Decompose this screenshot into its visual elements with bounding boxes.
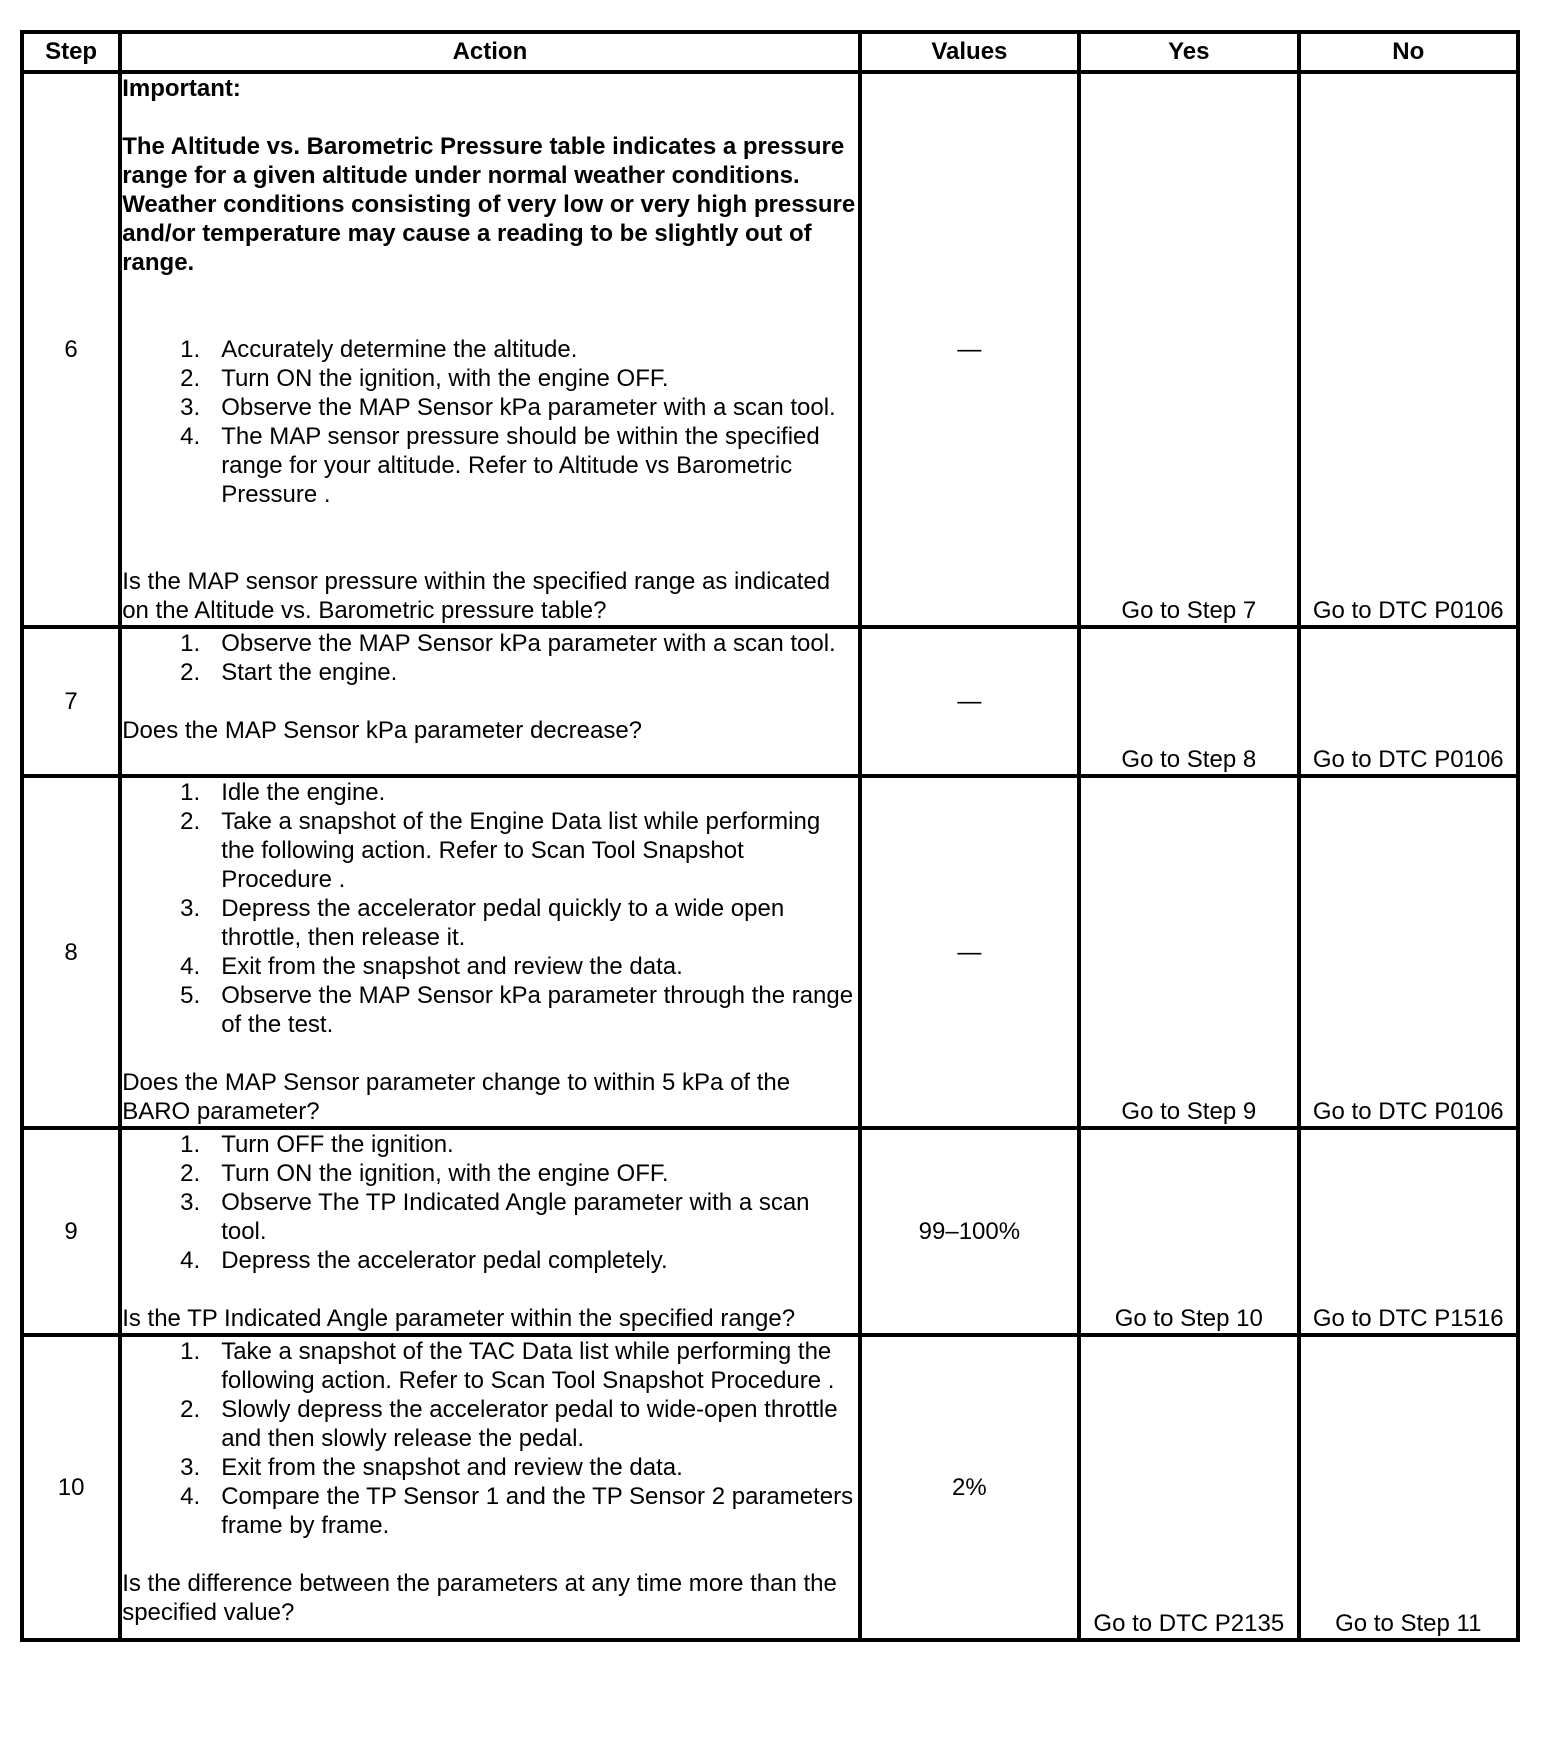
header-action: Action xyxy=(120,32,859,72)
list-item: 1. Turn OFF the ignition. xyxy=(180,1131,454,1158)
action-cell xyxy=(120,1128,859,1335)
procedure-list xyxy=(122,1337,857,1540)
list-item: 3. Depress the accelerator pedal quickly to a wide open throttle, then release it. xyxy=(180,895,785,951)
value-cell: — xyxy=(860,627,1079,776)
list-item: 3. Exit from the snapshot and review the data. xyxy=(180,1454,683,1481)
list-item: 1. Take a snapshot of the TAC Data list while performing the following action. Refer to Scan Tool Snapshot Procedure . xyxy=(180,1338,835,1394)
value-cell: — xyxy=(860,776,1079,1128)
list-item: 2. Start the engine. xyxy=(180,659,398,686)
list-item: 4. Depress the accelerator pedal completely. xyxy=(180,1247,668,1274)
list-item: 4. Exit from the snapshot and review the data. xyxy=(180,953,683,980)
action-cell xyxy=(120,72,859,627)
important-label: Important: xyxy=(122,75,241,102)
list-item: 1. Accurately determine the altitude. xyxy=(180,336,578,363)
no-link[interactable]: Go to DTC P0106 xyxy=(1299,776,1518,1128)
value-cell: — xyxy=(860,72,1079,627)
yes-link[interactable]: Go to Step 10 xyxy=(1079,1128,1298,1335)
header-step: Step xyxy=(22,32,120,72)
table-row xyxy=(22,72,1518,627)
list-item: 1. Idle the engine. xyxy=(180,779,386,806)
procedure-list xyxy=(122,778,857,1039)
procedure-list xyxy=(122,629,857,687)
action-cell xyxy=(120,1335,859,1640)
no-link[interactable]: Go to DTC P0106 xyxy=(1299,72,1518,627)
procedure-list xyxy=(122,1130,857,1275)
value-cell: 99–100% xyxy=(860,1128,1079,1335)
yes-link[interactable]: Go to Step 9 xyxy=(1079,776,1298,1128)
table-row xyxy=(22,1128,1518,1335)
diagnostic-table xyxy=(20,30,1520,1642)
list-item: 2. Take a snapshot of the Engine Data list while performing the following action. Refer to Scan Tool Snapshot Procedure . xyxy=(180,808,821,893)
list-item: 3. Observe the MAP Sensor kPa parameter with a scan tool. xyxy=(180,394,836,421)
question-text: Is the TP Indicated Angle parameter within the specified range? xyxy=(122,1305,796,1332)
step-number: 9 xyxy=(22,1128,120,1335)
header-row xyxy=(22,32,1518,72)
question-text: Does the MAP Sensor parameter change to within 5 kPa of the BARO parameter? xyxy=(122,1069,791,1125)
header-values: Values xyxy=(860,32,1079,72)
list-item: 4. The MAP sensor pressure should be within the specified range for your altitude. Refer to Altitude vs Barometric Pressure . xyxy=(180,423,820,508)
step-number: 10 xyxy=(22,1335,120,1640)
question-text: Is the difference between the parameters at any time more than the specified value? xyxy=(122,1570,837,1626)
list-item: 2. Turn ON the ignition, with the engine OFF. xyxy=(180,1160,669,1187)
no-link[interactable]: Go to Step 11 xyxy=(1299,1335,1518,1640)
table-row xyxy=(22,627,1518,776)
yes-link[interactable]: Go to Step 8 xyxy=(1079,627,1298,776)
question-text: Is the MAP sensor pressure within the specified range as indicated on the Altitude vs. Barometric pressure table? xyxy=(122,568,831,624)
list-item: 3. Observe The TP Indicated Angle parameter with a scan tool. xyxy=(180,1189,810,1245)
list-item: 4. Compare the TP Sensor 1 and the TP Sensor 2 parameters frame by frame. xyxy=(180,1483,854,1539)
table-row xyxy=(22,776,1518,1128)
yes-link[interactable]: Go to DTC P2135 xyxy=(1079,1335,1298,1640)
action-cell xyxy=(120,627,859,776)
step-number: 7 xyxy=(22,627,120,776)
header-yes: Yes xyxy=(1079,32,1298,72)
step-number: 6 xyxy=(22,72,120,627)
list-item: 1. Observe the MAP Sensor kPa parameter with a scan tool. xyxy=(180,630,836,657)
table-row xyxy=(22,1335,1518,1640)
step-number: 8 xyxy=(22,776,120,1128)
list-item: 5. Observe the MAP Sensor kPa parameter through the range of the test. xyxy=(180,982,854,1038)
header-no: No xyxy=(1299,32,1518,72)
procedure-list xyxy=(122,335,857,509)
important-note: The Altitude vs. Barometric Pressure table indicates a pressure range for a given altitude under normal weather conditions. Weather conditions consisting of very low or very high pressure and/or temperature may cause a reading to be slightly out of range. xyxy=(122,133,856,276)
question-text: Does the MAP Sensor kPa parameter decrease? xyxy=(122,717,643,744)
no-link[interactable]: Go to DTC P1516 xyxy=(1299,1128,1518,1335)
action-cell xyxy=(120,776,859,1128)
no-link[interactable]: Go to DTC P0106 xyxy=(1299,627,1518,776)
value-cell: 2% xyxy=(860,1335,1079,1640)
list-item: 2. Turn ON the ignition, with the engine OFF. xyxy=(180,365,669,392)
list-item: 2. Slowly depress the accelerator pedal to wide-open throttle and then slowly release the pedal. xyxy=(180,1396,838,1452)
yes-link[interactable]: Go to Step 7 xyxy=(1079,72,1298,627)
